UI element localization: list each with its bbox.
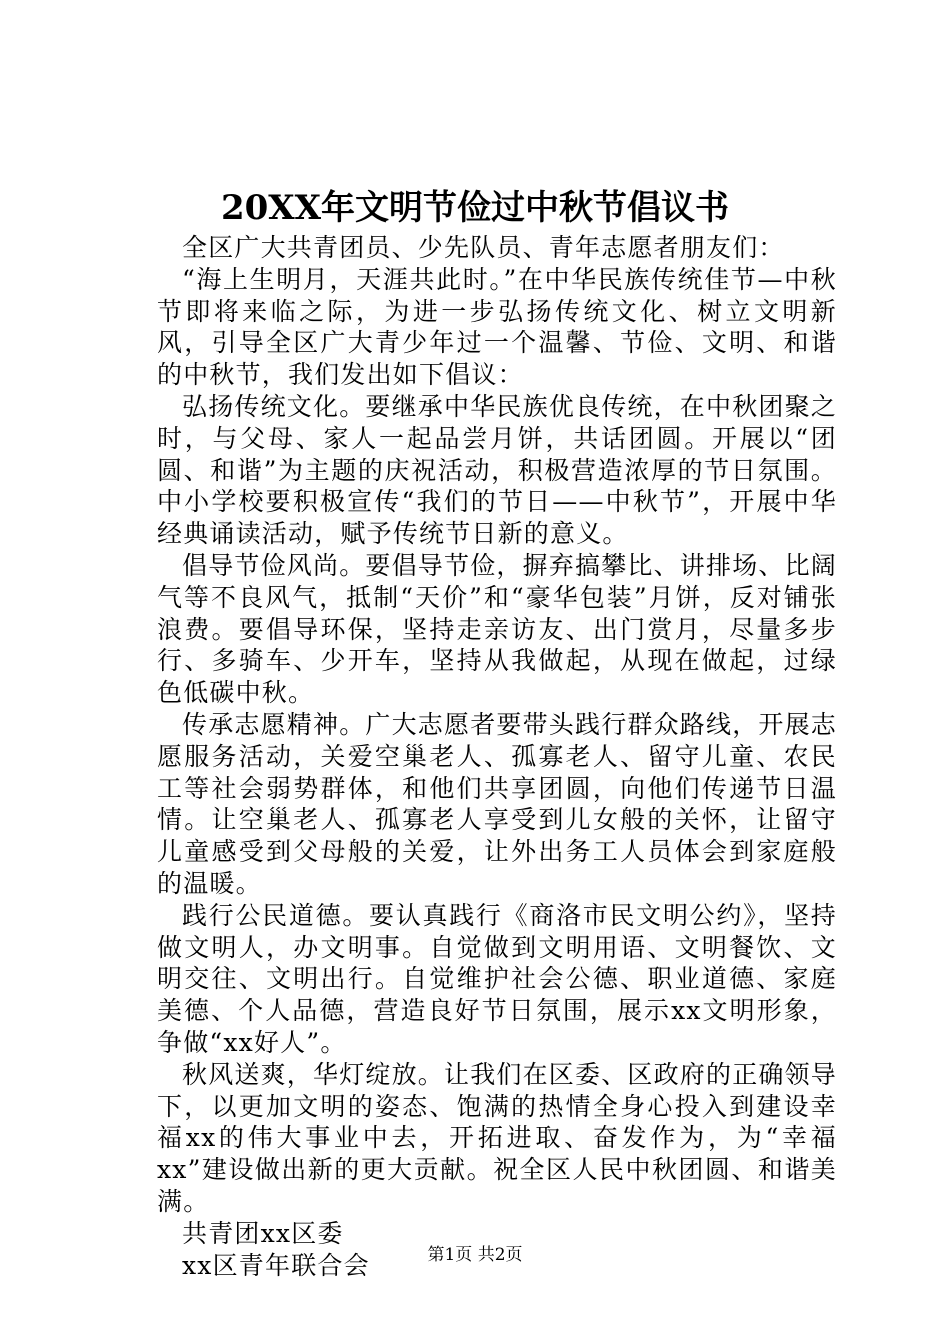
paragraph-thrift: 倡导节俭风尚。要倡导节俭，摒弃搞攀比、讲排场、比阔气等不良风气，抵制“天价”和“豪华包装”月饼，反对铺张浪费。要倡导环保，坚持走亲访友、出门赏月，尽量多步行、多骑车、少开车，坚持从我做起，从现在做起，过绿色低碳中秋。 [157, 550, 838, 708]
salutation: 全区广大共青团员、少先队员、青年志愿者朋友们： [182, 233, 785, 262]
paragraph-intro: “海上生明月，天涯共此时。”在中华民族传统佳节—中秋节即将来临之际，为进一步弘扬传统文化、树立文明新风，引导全区广大青少年过一个温馨、节俭、文明、和谐的中秋节，我们发出如下倡议： [157, 264, 837, 390]
paragraph-tradition: 弘扬传统文化。要继承中华民族优良传统，在中秋团聚之时，与父母、家人一起品尝月饼，共话团圆。开展以“团圆、和谐”为主题的庆祝活动，积极营造浓厚的节日氛围。中小学校要积极宣传“我们的节日——中秋节”，开展中华经典诵读活动，赋予传统节日新的意义。 [157, 391, 838, 549]
paragraph-closing: 秋风送爽，华灯绽放。让我们在区委、区政府的正确领导下，以更加文明的姿态、饱满的热情全身心投入到建设幸福xx的伟大事业中去，开拓进取、奋发作为，为“幸福xx”建设做出新的更大贡献。祝全区人民中秋团圆、和谐美满。 [157, 1059, 838, 1216]
paragraph-morality: 践行公民道德。要认真践行《商洛市民文明公约》，坚持做文明人，办文明事。自觉做到文明用语、文明餐饮、文明交往、文明出行。自觉维护社会公德、职业道德、家庭美德、个人品德，营造良好节日氛围，展示xx文明形象，争做“xx好人”。 [157, 900, 837, 1057]
signature-league-committee: 共青团xx区委 [182, 1218, 344, 1248]
signature-youth-federation: xx区青年联合会 [182, 1250, 370, 1280]
document-title: 20XX年文明节俭过中秋节倡议书 [220, 188, 730, 228]
page-number: 第1页 共2页 [427, 1245, 523, 1265]
paragraph-volunteer: 传承志愿精神。广大志愿者要带头践行群众路线，开展志愿服务活动，关爱空巢老人、孤寡老人、留守儿童、农民工等社会弱势群体，和他们共享团圆，向他们传递节日温情。让空巢老人、孤寡老人享受到儿女般的关怀，让留守儿童感受到父母般的关爱，让外出务工人员体会到家庭般的温暖。 [157, 709, 838, 898]
document-body [157, 232, 837, 1281]
